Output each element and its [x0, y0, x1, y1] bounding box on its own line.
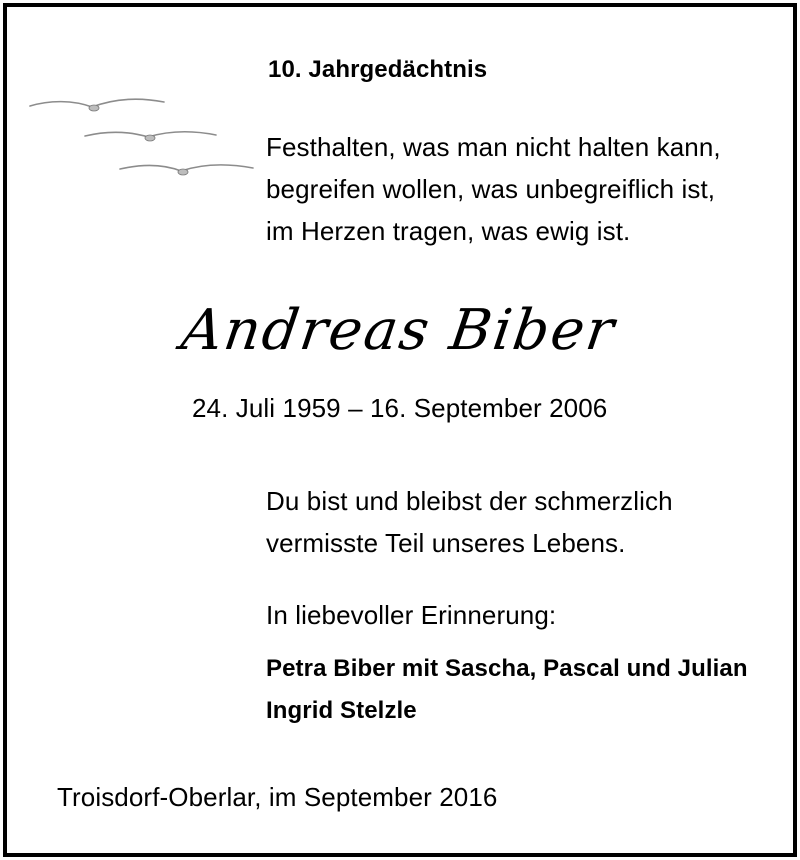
missing-text: [266, 480, 673, 564]
life-dates: 24. Juli 1959 – 16. September 2006: [192, 393, 608, 423]
family-name: Petra Biber mit Sascha, Pascal und Julian: [266, 655, 748, 682]
memory-intro: In liebevoller Erinnerung:: [266, 600, 557, 630]
place-date: Troisdorf-Oberlar, im September 2016: [57, 782, 498, 812]
poem-line: im Herzen tragen, was ewig ist.: [266, 216, 631, 246]
missing-text-line: Du bist und bleibst der schmerzlich: [266, 486, 673, 516]
missing-text-line: vermisste Teil unseres Lebens.: [266, 528, 626, 558]
deceased-name: Andreas Biber: [177, 298, 620, 363]
poem-line: Festhalten, was man nicht halten kann,: [266, 132, 721, 162]
flying-birds-icon: [28, 94, 258, 189]
family-names: [266, 648, 748, 732]
family-name: Ingrid Stelzle: [266, 697, 417, 724]
poem-line: begreifen wollen, was unbegreiflich ist,: [266, 174, 716, 204]
poem: [266, 126, 721, 252]
anniversary-heading: 10. Jahrgedächtnis: [268, 56, 488, 83]
